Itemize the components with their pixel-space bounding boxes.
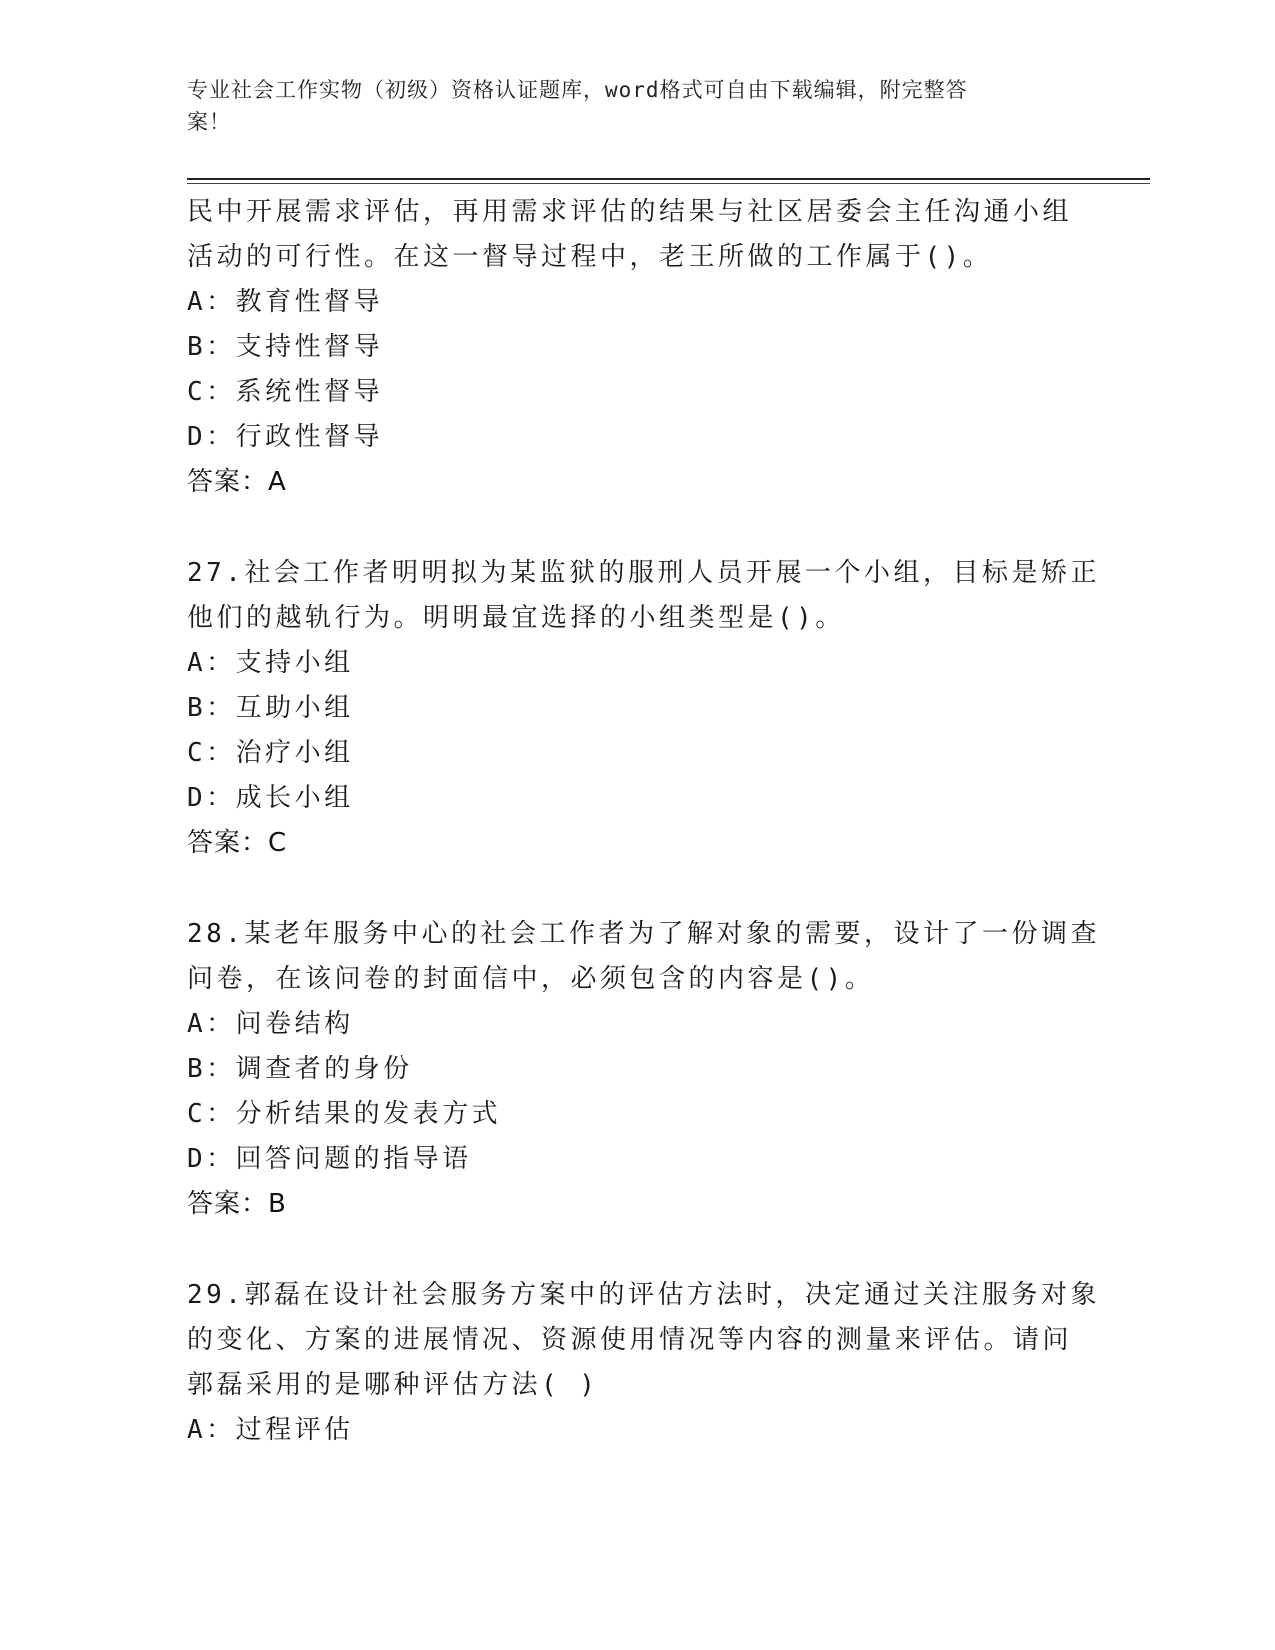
page-header <box>187 74 1067 138</box>
question-stem-line: 郭磊采用的是哪种评估方法( ) <box>187 1370 599 1400</box>
header-line-1: 专业社会工作实物（初级）资格认证题库，word格式可自由下载编辑，附完整答 <box>187 78 968 102</box>
question-29 <box>187 1273 1100 1453</box>
question-26-continuation <box>187 190 1087 505</box>
answer-line: 答案：C <box>187 828 288 858</box>
option-c: C：治疗小组 <box>187 738 354 768</box>
option-b: B：支持性督导 <box>187 332 384 362</box>
option-d: D：成长小组 <box>187 783 354 813</box>
spacer <box>187 1227 1087 1273</box>
option-a: A：支持小组 <box>187 648 354 678</box>
question-stem-line: 28.某老年服务中心的社会工作者为了解对象的需要，设计了一份调查 <box>187 919 1100 949</box>
question-stem-line: 27.社会工作者明明拟为某监狱的服刑人员开展一个小组，目标是矫正 <box>187 558 1100 588</box>
question-stem-line: 29.郭磊在设计社会服务方案中的评估方法时，决定通过关注服务对象 <box>187 1280 1100 1310</box>
answer-line: 答案：B <box>187 1189 287 1219</box>
option-b: B：调查者的身份 <box>187 1054 413 1084</box>
option-a: A：问卷结构 <box>187 1009 354 1039</box>
answer-line: 答案：A <box>187 467 287 497</box>
spacer <box>187 505 1087 551</box>
question-stem-line: 活动的可行性。在这一督导过程中，老王所做的工作属于()。 <box>187 242 993 272</box>
option-a: A：过程评估 <box>187 1415 354 1445</box>
spacer <box>187 866 1087 912</box>
question-stem-line: 的变化、方案的进展情况、资源使用情况等内容的测量来评估。请问 <box>187 1325 1073 1355</box>
question-stem-line: 他们的越轨行为。明明最宜选择的小组类型是()。 <box>187 603 845 633</box>
header-rule-thin <box>187 183 1150 184</box>
question-28 <box>187 912 1100 1227</box>
question-27 <box>187 551 1100 866</box>
option-c: C：系统性督导 <box>187 377 384 407</box>
header-line-2: 案！ <box>187 110 231 134</box>
option-a: A：教育性督导 <box>187 287 384 317</box>
option-b: B：互助小组 <box>187 693 354 723</box>
question-stem-line: 问卷，在该问卷的封面信中，必须包含的内容是()。 <box>187 964 875 994</box>
option-c: C：分析结果的发表方式 <box>187 1099 502 1129</box>
question-list <box>187 190 1100 1453</box>
question-stem-line: 民中开展需求评估，再用需求评估的结果与社区居委会主任沟通小组 <box>187 197 1073 227</box>
option-d: D：行政性督导 <box>187 422 384 452</box>
header-rule-thick <box>187 178 1150 180</box>
option-d: D：回答问题的指导语 <box>187 1144 472 1174</box>
